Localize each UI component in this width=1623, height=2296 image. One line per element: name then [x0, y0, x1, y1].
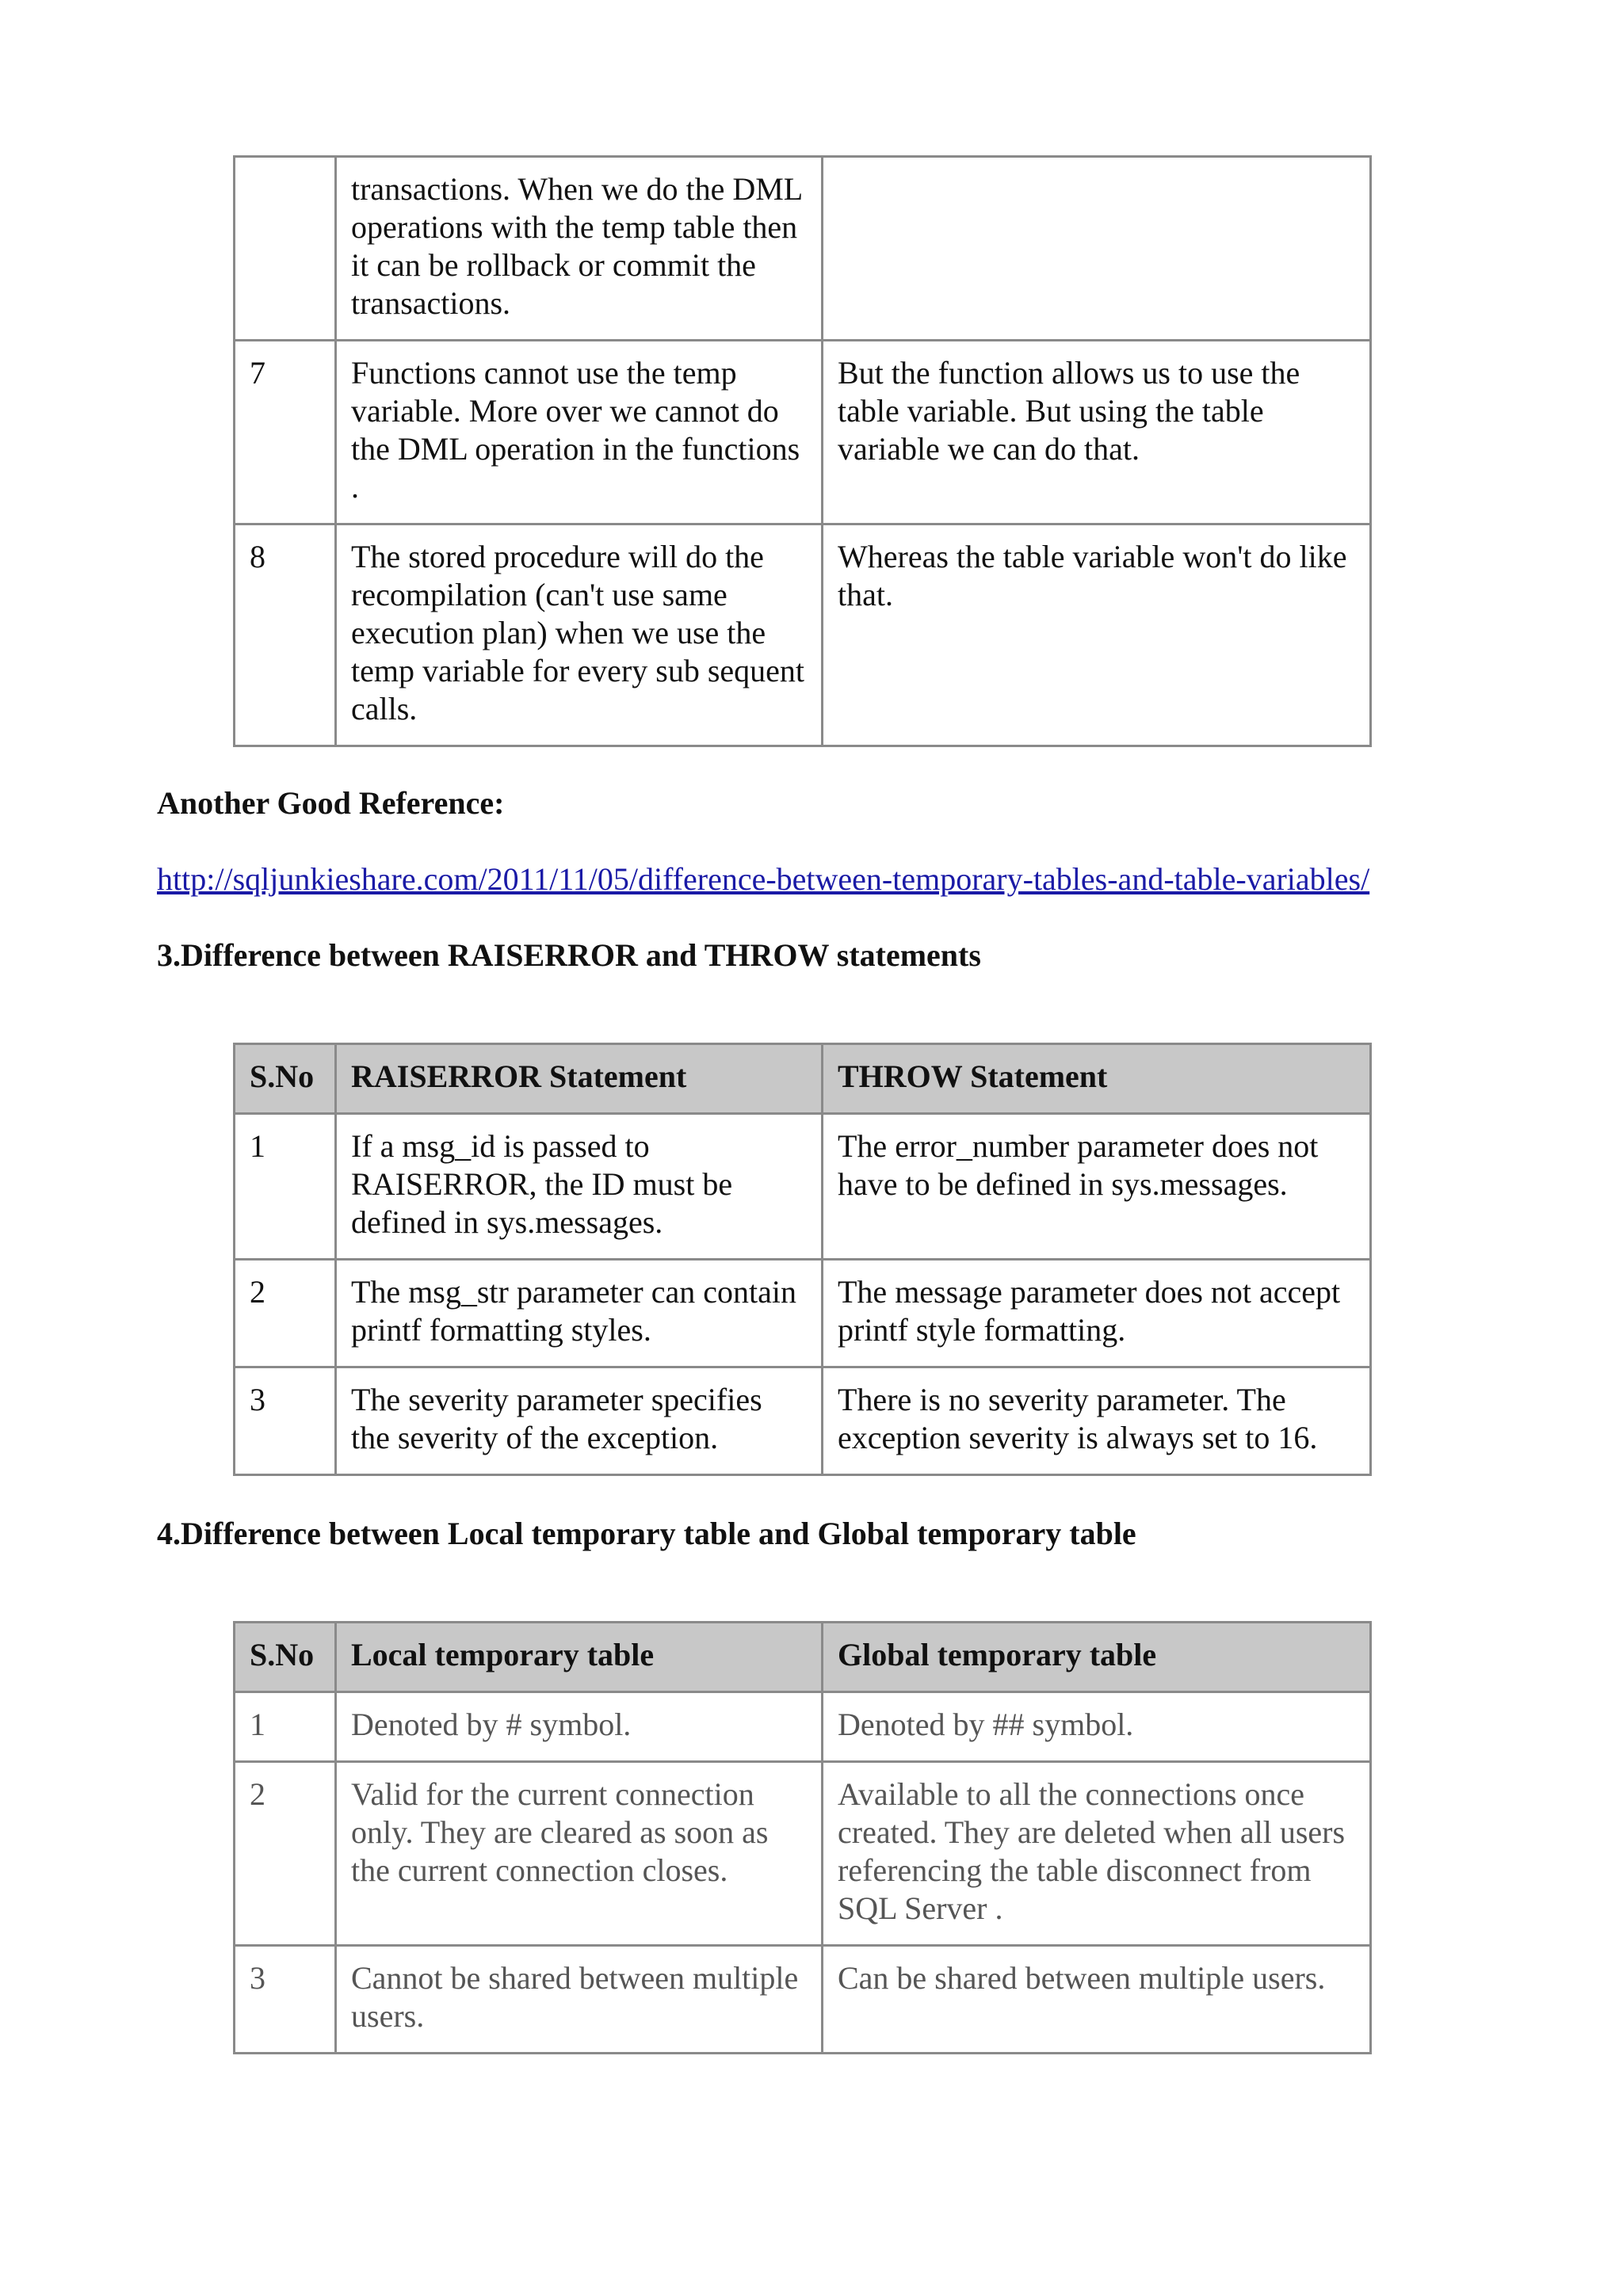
sno-cell: 2 [235, 1762, 336, 1946]
throw-cell: There is no severity parameter. The exception severity is always set to 16. [823, 1367, 1371, 1475]
local-temp-cell: Denoted by # symbol. [336, 1692, 823, 1762]
table-row [235, 1692, 1371, 1762]
global-temp-cell: Can be shared between multiple users. [823, 1946, 1371, 2054]
sno-cell: 3 [235, 1367, 336, 1475]
table-row [235, 1367, 1371, 1475]
table-row [235, 1114, 1371, 1260]
sno-cell: 1 [235, 1114, 336, 1260]
sno-cell [235, 157, 336, 341]
temp-table-cell: transactions. When we do the DML operations with the temp table then it can be rollback or commit the transactions. [336, 157, 823, 341]
header-row [235, 1623, 1371, 1692]
table-row [235, 1946, 1371, 2054]
table-row [235, 1260, 1371, 1367]
table-row [235, 157, 1371, 341]
sno-cell: 2 [235, 1260, 336, 1367]
table-variable-cell [823, 157, 1371, 341]
local-temp-cell: Cannot be shared between multiple users. [336, 1946, 823, 2054]
raiserror-cell: The msg_str parameter can contain printf formatting styles. [336, 1260, 823, 1367]
temp-table-cell: Functions cannot use the temp variable. More over we cannot do the DML operation in the functions . [336, 341, 823, 524]
reference-link[interactable]: http://sqljunkieshare.com/2011/11/05/difference-between-temporary-tables-and-table-variables/ [157, 861, 1370, 897]
local-temp-cell: Valid for the current connection only. They are cleared as soon as the current connection closes. [336, 1762, 823, 1946]
table-row [235, 1762, 1371, 1946]
global-temp-header: Global temporary table [823, 1623, 1371, 1692]
sno-cell: 7 [235, 341, 336, 524]
section-4-heading: 4.Difference between Local temporary table and Global temporary table [157, 1516, 1136, 1551]
section-3-heading: 3.Difference between RAISERROR and THROW statements [157, 937, 981, 973]
reference-heading: Another Good Reference: [157, 785, 505, 821]
sno-cell: 8 [235, 524, 336, 746]
sno-header: S.No [235, 1623, 336, 1692]
local-vs-global-temp-table [233, 1621, 1372, 2054]
throw-cell: The message parameter does not accept printf style formatting. [823, 1260, 1371, 1367]
raiserror-cell: The severity parameter specifies the severity of the exception. [336, 1367, 823, 1475]
header-row [235, 1044, 1371, 1114]
table-row [235, 341, 1371, 524]
local-temp-header: Local temporary table [336, 1623, 823, 1692]
throw-header: THROW Statement [823, 1044, 1371, 1114]
sno-cell: 3 [235, 1946, 336, 2054]
global-temp-cell: Denoted by ## symbol. [823, 1692, 1371, 1762]
raiserror-header: RAISERROR Statement [336, 1044, 823, 1114]
table-row [235, 524, 1371, 746]
sno-cell: 1 [235, 1692, 336, 1762]
throw-cell: The error_number parameter does not have to be defined in sys.messages. [823, 1114, 1371, 1260]
table-variable-cell: But the function allows us to use the table variable. But using the table variable we can do that. [823, 341, 1371, 524]
temp-table-cell: The stored procedure will do the recompilation (can't use same execution plan) when we use the temp variable for every sub sequent calls. [336, 524, 823, 746]
temp-vs-table-variable-table [233, 155, 1372, 747]
global-temp-cell: Available to all the connections once created. They are deleted when all users referencing the table disconnect from SQL Server . [823, 1762, 1371, 1946]
sno-header: S.No [235, 1044, 336, 1114]
raiserror-vs-throw-table [233, 1043, 1372, 1476]
raiserror-cell: If a msg_id is passed to RAISERROR, the ID must be defined in sys.messages. [336, 1114, 823, 1260]
table-variable-cell: Whereas the table variable won't do like that. [823, 524, 1371, 746]
